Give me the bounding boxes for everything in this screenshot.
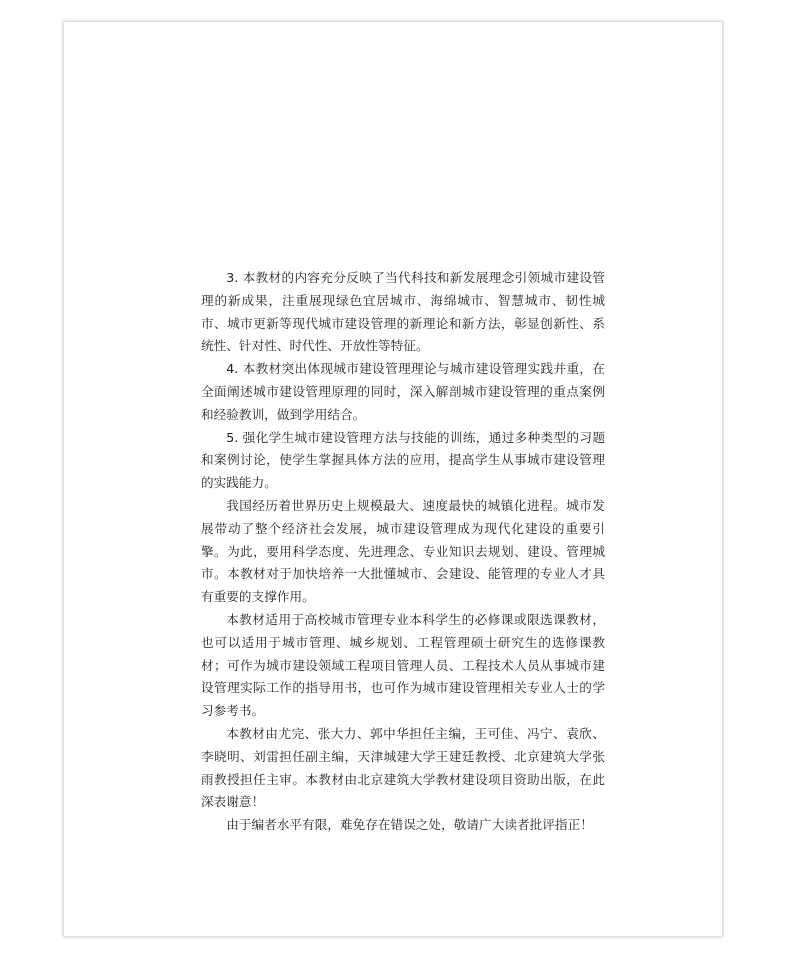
- paragraph-closing: 由于编者水平有限，难免存在错误之处，敬请广大读者批评指正！: [226, 817, 593, 833]
- page-body-text: [201, 267, 605, 837]
- paragraph-item-5: 5. 强化学生城市建设管理方法与技能的训练，通过多种类型的习题和案例讨论，使学生掌握具体方法的应用，提高学生从事城市建设管理的实践能力。: [201, 429, 605, 491]
- paragraph-item-3: 3. 本教材的内容充分反映了当代科技和新发展理念引领城市建设管理的新成果，注重展现绿色宜居城市、海绵城市、智慧城市、韧性城市、城市更新等现代城市建设管理的新理论和新方法，彰显创新性、系统性、针对性、时代性、开放性等特征。: [201, 270, 605, 354]
- document-page: [64, 22, 722, 936]
- paragraph-editors: 本教材由尤完、张大力、郭中华担任主编，王可佳、冯宁、袁欣、李晓明、刘雷担任副主编，天津城建大学王建廷教授、北京建筑大学张雨教授担任主审。本教材由北京建筑大学教材建设项目资助出版，在此深表谢意！: [201, 725, 605, 810]
- paragraph-urbanization: 我国经历着世界历史上规模最大、速度最快的城镇化进程。城市发展带动了整个经济社会发展，城市建设管理成为现代化建设的重要引擎。为此，要用科学态度、先进理念、专业知识去规划、建设、管理城市。本教材对于加快培养一大批懂城市、会建设、能管理的专业人才具有重要的支撑作用。: [201, 497, 605, 605]
- paragraph-item-4: 4. 本教材突出体现城市建设管理理论与城市建设管理实践并重，在全面阐述城市建设管理原理的同时，深入解剖城市建设管理的重点案例和经验教训，做到学用结合。: [201, 361, 605, 422]
- paragraph-audience: 本教材适用于高校城市管理专业本科学生的必修课或限选课教材，也可以适用于城市管理、城乡规划、工程管理硕士研究生的选修课教材；可作为城市建设领域工程项目管理人员、工程技术人员从事城市建设管理实际工作的指导用书，也可作为城市建设管理相关专业人士的学习参考书。: [201, 611, 605, 719]
